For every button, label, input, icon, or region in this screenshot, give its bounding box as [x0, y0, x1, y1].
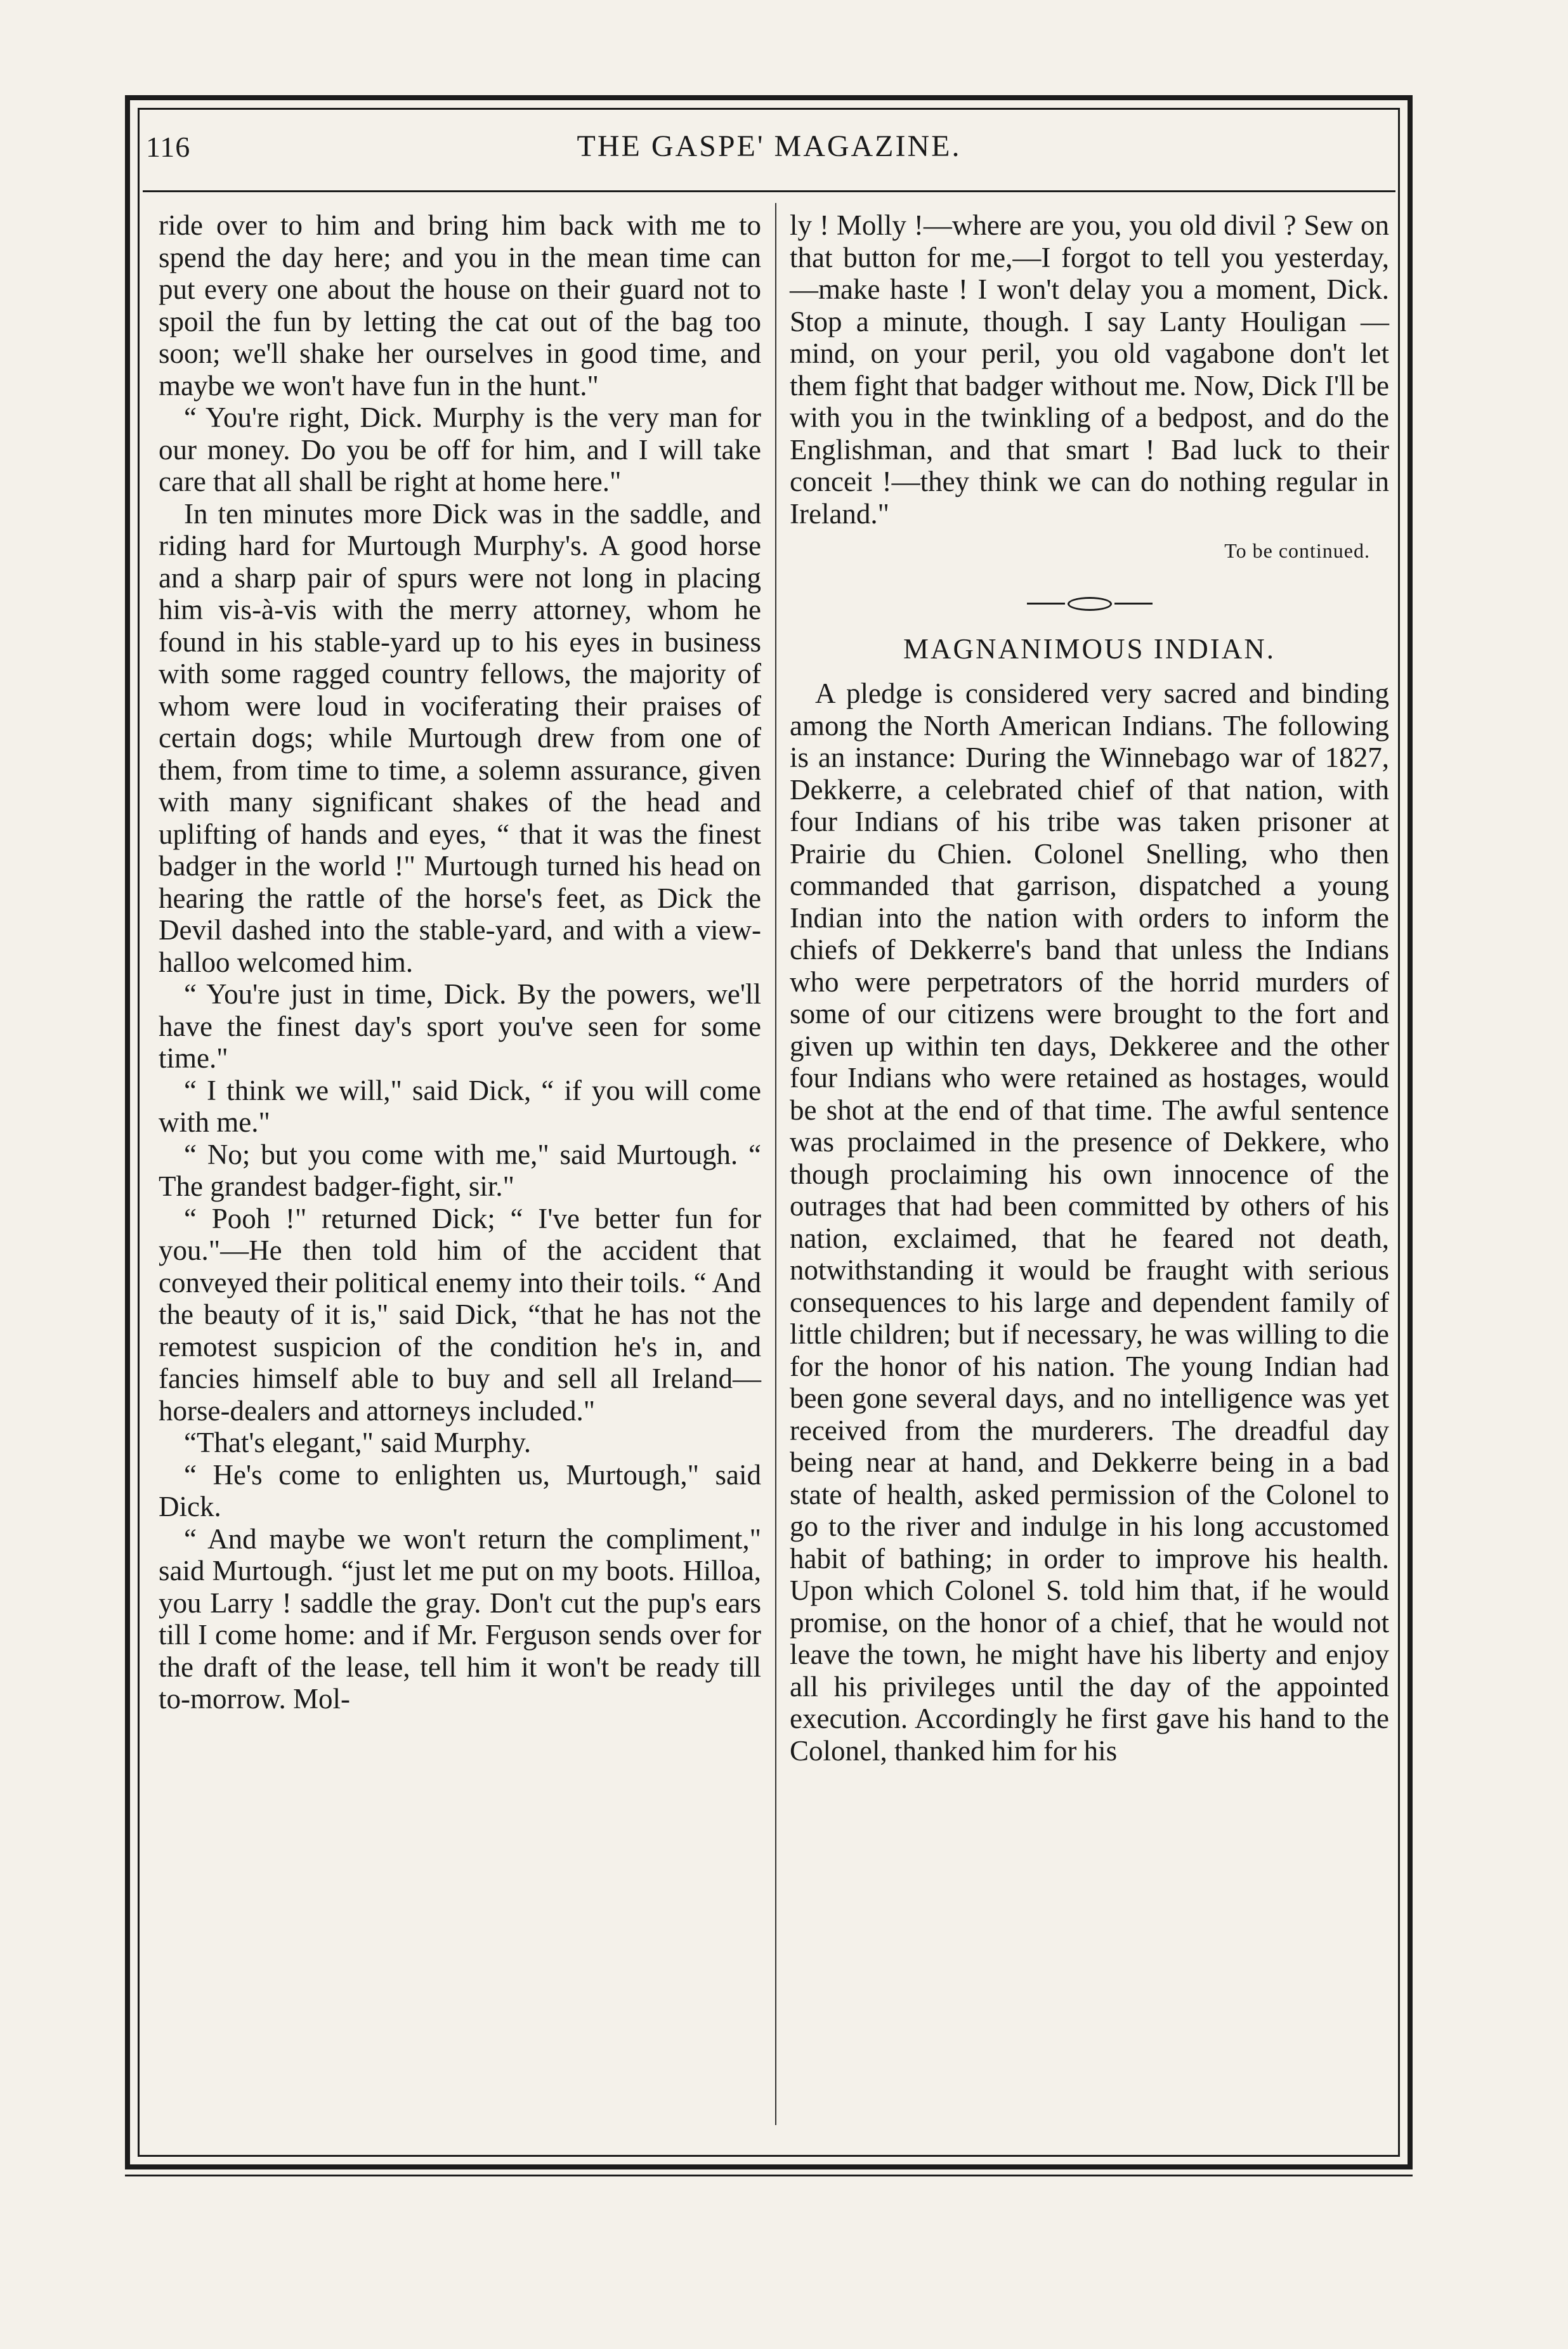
header-rule [143, 190, 1395, 192]
paragraph: “ Pooh !" returned Dick; “ I've better fun for you."—He then told him of the accident that conveyed their political enemy into their toils. “ And the beauty of it is," said Dick, “that he has not the remotest suspicion of the condition he's in, and fancies himself able to buy and sell all Ireland—horse-dealers and attorneys included." [159, 1202, 761, 1427]
right-column [790, 209, 1389, 1767]
paragraph: “ No; but you come with me," said Murtough. “ The grandest badger-fight, sir." [159, 1138, 761, 1202]
paragraph: “ He's come to enlighten us, Murtough," said Dick. [159, 1458, 761, 1522]
paragraph: “ You're right, Dick. Murphy is the very man for our money. Do you be off for him, and I will take care that all shall be right at home here." [159, 402, 761, 497]
footer-rule [125, 2175, 1413, 2176]
paragraph: “ You're just in time, Dick. By the powers, we'll have the finest day's sport you've seen for some time." [159, 978, 761, 1074]
page-number: 116 [146, 131, 191, 163]
article-heading: MAGNANIMOUS INDIAN. [903, 632, 1276, 665]
paragraph: ly ! Molly !—where are you, you old divil ? Sew on that button for me,—I forgot to tell you yesterday,—make haste ! I won't delay you a moment, Dick. Stop a minute, though. I say Lanty Houligan —mind, on your peril, you old vagabone don't let them fight that badger without me. Now, Dick I'll be with you in the twinkling of a bedpost, and do the Englishman, and that smart ! Bad luck to their conceit !—they think we can do nothing regular in Ireland." [790, 209, 1389, 530]
left-column [159, 209, 761, 1715]
paragraph: ride over to him and bring him back with me to spend the day here; and you in the mean time can put every one about the house on their guard not to spoil the fun by letting the cat out of the bag too soon; we'll shake her ourselves in good time, and maybe we won't have fun in the hunt." [159, 209, 761, 402]
paragraph: “ I think we will," said Dick, “ if you will come with me." [159, 1074, 761, 1138]
page-header [146, 124, 1392, 187]
paragraph: In ten minutes more Dick was in the saddle, and riding hard for Murtough Murphy's. A good horse and a sharp pair of spurs were not long in placing him vis-à-vis with the merry attorney, whom he found in his stable-yard up to his eyes in business with some ragged country fellows, the majority of whom were loud in vociferating their praises of certain dogs; while Murtough drew from one of them, from time to time, a solemn assurance, given with many significant shakes of the head and uplifting of hands and eyes, “ that it was the finest badger in the world !" Murtough turned his head on hearing the rattle of the horse's feet, as Dick the Devil dashed into the stable-yard, and with a view-halloo welcomed him. [159, 497, 761, 978]
paragraph: “That's elegant," said Murphy. [184, 1427, 532, 1458]
decorative-rule-icon [790, 579, 1389, 629]
running-title: THE GASPE' MAGAZINE. [577, 129, 962, 163]
column-divider [775, 203, 776, 2125]
paragraph: “ And maybe we won't return the compliment," said Murtough. “just let me put on my boots. Hilloa, you Larry ! saddle the gray. Don't cut the pup's ears till I come home: and if Mr. Ferguson sends over for the draft of the lease, tell him it won't be ready till to-morrow. Mol- [159, 1522, 761, 1715]
paragraph: A pledge is considered very sacred and binding among the North American Indians. The following is an instance: During the Winnebago war of 1827, Dekkerre, a celebrated chief of that nation, with four Indians of his tribe was taken prisoner at Prairie du Chien. Colonel Snelling, who then commanded that garrison, dispatched a young Indian into the nation with orders to inform the chiefs of Dekkerre's band that unless the Indians who were perpetrators of the horrid murders of some of our citizens were brought to the fort and given up within ten days, Dekkeree and the other four Indians who were retained as hostages, would be shot at the end of that time. The awful sentence was proclaimed in the presence of Dekkere, who though proclaiming his own innocence of the outrages that had been committed by others of his nation, exclaimed, that he feared not death, notwithstanding it would be fraught with serious consequences to his large and dependent family of little children; but if necessary, he was willing to die for the honor of his nation. The young Indian had been gone several days, and no intelligence was yet received from the murderers. The dreadful day being near at hand, and Dekkerre being in a bad state of health, asked permission of the Colonel to go to the river and indulge in his long accustomed habit of bathing; in order to improve his health. Upon which Colonel S. told him that, if he would promise, on the honor of a chief, that he would not leave the town, he might have his liberty and enjoy all his privileges until the day of the appointed execution. Accordingly he first gave his hand to the Colonel, thanked him for his [790, 677, 1389, 1767]
continued-note: To be continued. [1224, 539, 1370, 562]
